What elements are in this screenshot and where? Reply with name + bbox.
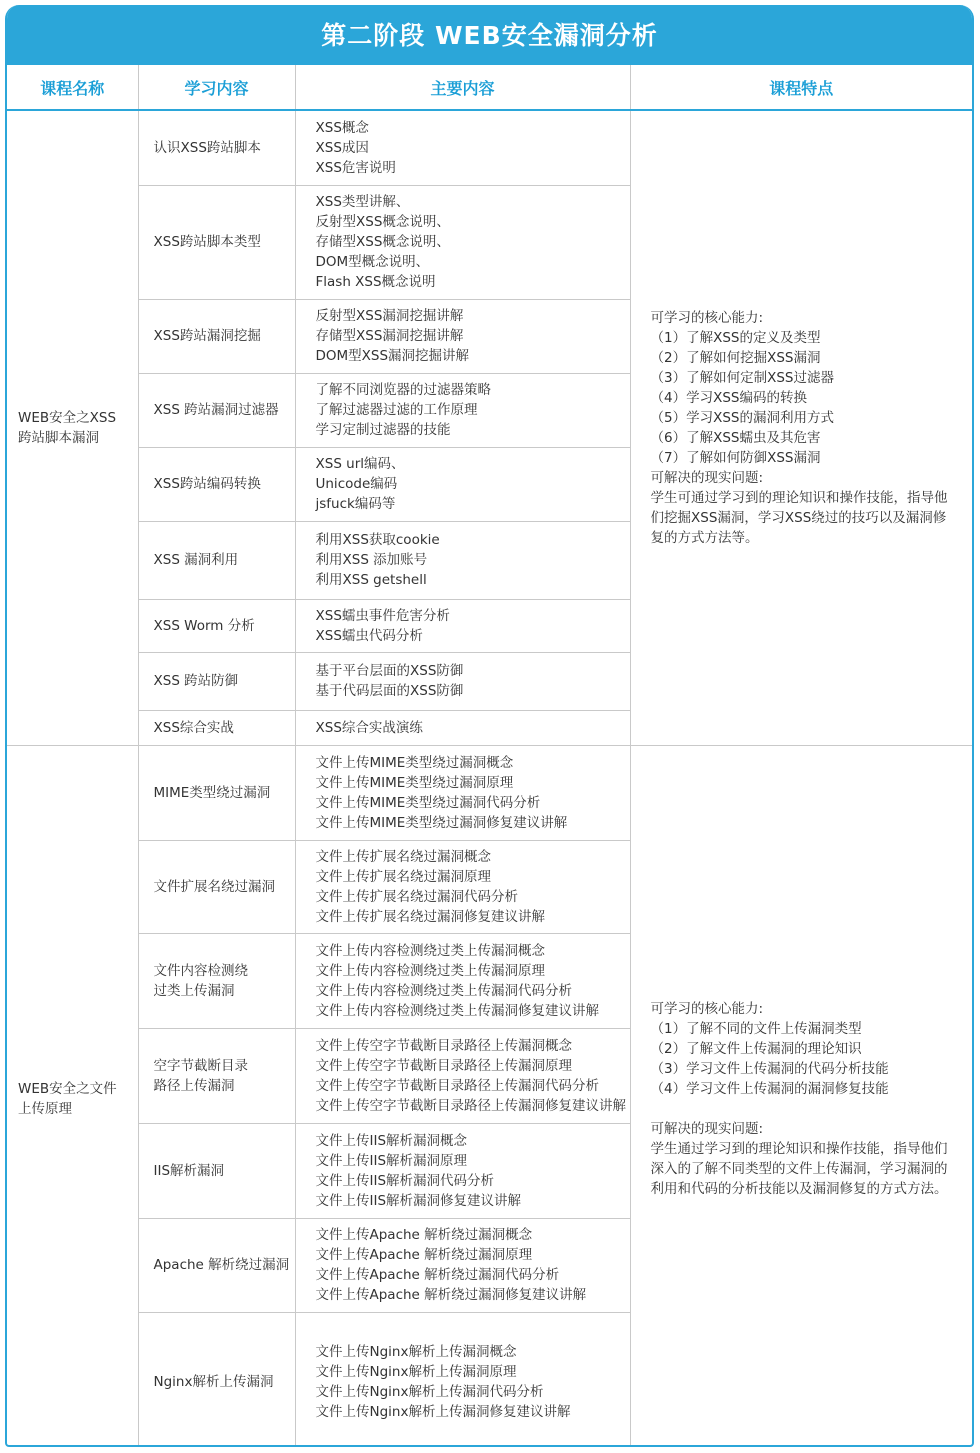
detail-line: 文件上传内容检测绕过类上传漏洞概念 <box>315 942 545 959</box>
course-features-cell <box>630 745 972 1447</box>
detail-line: 文件上传Apache 解析绕过漏洞概念 <box>315 1227 533 1243</box>
detail-line: XSS蠕虫事件危害分析 <box>315 607 450 624</box>
detail-line: 文件上传空字节截断目录路径上传漏洞代码分析 <box>315 1077 599 1094</box>
detail-line: XSS蠕虫代码分析 <box>315 627 423 644</box>
detail-line: XSS概念 <box>315 119 369 136</box>
topic-line: XSS Worm 分析 <box>153 617 255 634</box>
topic-cell <box>138 745 295 840</box>
detail-line: 文件上传IIS解析漏洞概念 <box>315 1132 468 1149</box>
course-name-line: WEB安全之XSS <box>18 409 117 426</box>
detail-line: 文件上传Nginx解析上传漏洞修复建议讲解 <box>315 1404 571 1420</box>
feature-line: 可解决的现实问题: <box>650 1120 764 1137</box>
detail-cell <box>295 1123 630 1218</box>
table-body <box>7 110 972 1447</box>
detail-line: 基于代码层面的XSS防御 <box>315 683 464 699</box>
topic-line: XSS 跨站漏洞过滤器 <box>153 402 279 418</box>
detail-line: 文件上传Apache 解析绕过漏洞修复建议讲解 <box>315 1287 587 1303</box>
detail-cell <box>295 599 630 652</box>
topic-cell <box>138 933 295 1028</box>
detail-cell <box>295 840 630 933</box>
detail-line: 文件上传内容检测绕过类上传漏洞代码分析 <box>315 982 572 999</box>
feature-line: 们挖掘XSS漏洞，学习XSS绕过的技巧以及漏洞修 <box>650 509 947 526</box>
topic-line: XSS综合实战 <box>153 719 234 736</box>
detail-line: 文件上传IIS解析漏洞原理 <box>315 1152 468 1169</box>
header-study-content: 学习内容 <box>138 65 295 110</box>
feature-line: （6）了解XSS蠕虫及其危害 <box>650 429 821 446</box>
feature-line: （3）学习文件上传漏洞的代码分析技能 <box>650 1060 889 1077</box>
topic-cell <box>138 1028 295 1123</box>
feature-line: 复的方式方法等。 <box>650 529 759 546</box>
detail-line: XSS成因 <box>315 139 369 156</box>
course-name-cell <box>7 110 138 745</box>
feature-line: 可解决的现实问题: <box>650 469 764 486</box>
feature-line: 深入的了解不同类型的文件上传漏洞，学习漏洞的 <box>650 1160 948 1177</box>
topic-cell <box>138 1312 295 1447</box>
topic-line: Apache 解析绕过漏洞 <box>153 1257 290 1273</box>
topic-line: Nginx解析上传漏洞 <box>153 1374 274 1390</box>
detail-line: 文件上传Nginx解析上传漏洞原理 <box>315 1364 517 1380</box>
detail-line: 存储型XSS概念说明、 <box>315 234 450 250</box>
feature-line: （1）了解XSS的定义及类型 <box>650 329 821 346</box>
topic-line: IIS解析漏洞 <box>153 1162 225 1179</box>
curriculum-table-wrapper <box>7 65 972 1447</box>
detail-line: 文件上传MIME类型绕过漏洞修复建议讲解 <box>315 814 568 831</box>
header-main-content: 主要内容 <box>295 65 630 110</box>
detail-line: 文件上传MIME类型绕过漏洞代码分析 <box>315 794 541 811</box>
feature-line: （2）了解如何挖掘XSS漏洞 <box>650 349 821 366</box>
table-row <box>7 745 972 840</box>
table-header-row <box>7 65 972 110</box>
detail-line: 利用XSS 添加账号 <box>315 552 428 568</box>
topic-line: XSS 漏洞利用 <box>153 552 239 568</box>
topic-line: 路径上传漏洞 <box>153 1077 235 1094</box>
detail-line: Unicode编码 <box>315 476 398 492</box>
detail-line: 利用XSS获取cookie <box>315 532 440 548</box>
detail-line: 了解不同浏览器的过滤器策略 <box>315 382 491 398</box>
detail-line: 文件上传MIME类型绕过漏洞概念 <box>315 754 514 771</box>
feature-line: （1）了解不同的文件上传漏洞类型 <box>650 1020 862 1037</box>
detail-line: 反射型XSS漏洞挖掘讲解 <box>315 308 464 324</box>
detail-cell <box>295 185 630 299</box>
detail-cell <box>295 110 630 185</box>
course-features-cell <box>630 110 972 745</box>
detail-line: 文件上传IIS解析漏洞代码分析 <box>315 1172 495 1189</box>
table-row <box>7 110 972 185</box>
detail-line: 了解过滤器过滤的工作原理 <box>315 402 478 418</box>
topic-cell <box>138 1218 295 1312</box>
detail-line: jsfuck编码等 <box>315 496 396 512</box>
detail-cell <box>295 652 630 710</box>
detail-line: 文件上传扩展名绕过漏洞代码分析 <box>315 888 518 905</box>
detail-line: 利用XSS getshell <box>315 572 427 588</box>
detail-cell <box>295 447 630 521</box>
topic-cell <box>138 652 295 710</box>
detail-line: XSS综合实战演练 <box>315 719 423 736</box>
topic-cell <box>138 373 295 447</box>
feature-line: 利用和代码的分析技能以及漏洞修复的方式方法。 <box>650 1180 948 1197</box>
detail-line: 文件上传内容检测绕过类上传漏洞修复建议讲解 <box>315 1002 599 1019</box>
topic-cell <box>138 710 295 745</box>
curriculum-table <box>7 65 972 1447</box>
feature-line: （5）学习XSS的漏洞利用方式 <box>650 409 834 426</box>
course-name-line: WEB安全之文件 <box>18 1080 117 1097</box>
topic-line: XSS跨站漏洞挖掘 <box>153 328 261 344</box>
detail-line: 文件上传空字节截断目录路径上传漏洞概念 <box>315 1037 572 1054</box>
detail-line: DOM型XSS漏洞挖掘讲解 <box>315 348 470 364</box>
page-title: 第二阶段 WEB安全漏洞分析 <box>7 5 972 65</box>
topic-line: 空字节截断目录 <box>153 1057 248 1074</box>
topic-cell <box>138 840 295 933</box>
topic-line: XSS 跨站防御 <box>153 673 239 689</box>
detail-cell <box>295 373 630 447</box>
detail-line: 文件上传空字节截断目录路径上传漏洞原理 <box>315 1057 572 1074</box>
detail-cell <box>295 521 630 599</box>
detail-cell <box>295 933 630 1028</box>
topic-cell <box>138 110 295 185</box>
detail-line: 文件上传Nginx解析上传漏洞代码分析 <box>315 1384 544 1400</box>
topic-cell <box>138 185 295 299</box>
detail-line: 文件上传Apache 解析绕过漏洞代码分析 <box>315 1267 560 1283</box>
topic-line: XSS跨站脚本类型 <box>153 234 261 250</box>
detail-line: XSS url编码、 <box>315 456 405 472</box>
detail-line: 文件上传MIME类型绕过漏洞原理 <box>315 774 514 791</box>
course-name-line: 跨站脚本漏洞 <box>18 429 99 446</box>
detail-line: 文件上传Nginx解析上传漏洞概念 <box>315 1344 517 1360</box>
course-name-cell <box>7 745 138 1447</box>
feature-line: （3）了解如何定制XSS过滤器 <box>650 369 834 386</box>
header-course-features: 课程特点 <box>630 65 972 110</box>
feature-line: 可学习的核心能力: <box>650 1000 764 1017</box>
detail-line: 文件上传扩展名绕过漏洞原理 <box>315 868 491 885</box>
feature-line: 可学习的核心能力: <box>650 309 764 326</box>
detail-line: XSS类型讲解、 <box>315 194 410 210</box>
detail-cell <box>295 745 630 840</box>
feature-line: （4）学习XSS编码的转换 <box>650 389 807 406</box>
topic-cell <box>138 1123 295 1218</box>
detail-line: XSS危害说明 <box>315 159 396 176</box>
blank-line <box>651 1099 965 1119</box>
detail-line: 学习定制过滤器的技能 <box>315 422 451 438</box>
feature-line: （7）了解如何防御XSS漏洞 <box>650 449 821 466</box>
topic-cell <box>138 521 295 599</box>
detail-line: 文件上传内容检测绕过类上传漏洞原理 <box>315 962 545 979</box>
header-course-name: 课程名称 <box>7 65 138 110</box>
topic-line: XSS跨站编码转换 <box>153 476 261 492</box>
detail-line: 反射型XSS概念说明、 <box>315 214 450 230</box>
topic-line: 文件内容检测绕 <box>153 962 248 979</box>
curriculum-card <box>5 5 974 1447</box>
topic-cell <box>138 299 295 373</box>
feature-line: （2）了解文件上传漏洞的理论知识 <box>650 1040 862 1057</box>
detail-line: 存储型XSS漏洞挖掘讲解 <box>315 328 464 344</box>
detail-line: 文件上传扩展名绕过漏洞概念 <box>315 848 491 865</box>
detail-cell <box>295 1218 630 1312</box>
topic-line: MIME类型绕过漏洞 <box>153 784 271 801</box>
feature-line: （4）学习文件上传漏洞的漏洞修复技能 <box>650 1080 889 1097</box>
detail-line: 文件上传IIS解析漏洞修复建议讲解 <box>315 1192 522 1209</box>
feature-line: 学生可通过学习到的理论知识和操作技能，指导他 <box>650 489 948 506</box>
course-name-line: 上传原理 <box>18 1100 72 1117</box>
detail-line: Flash XSS概念说明 <box>315 274 436 290</box>
detail-line: 文件上传扩展名绕过漏洞修复建议讲解 <box>315 908 545 925</box>
detail-cell <box>295 299 630 373</box>
topic-line: 过类上传漏洞 <box>153 982 235 999</box>
detail-cell <box>295 1312 630 1447</box>
detail-line: DOM型概念说明、 <box>315 254 430 270</box>
topic-line: 文件扩展名绕过漏洞 <box>153 878 275 895</box>
detail-cell <box>295 1028 630 1123</box>
topic-cell <box>138 447 295 521</box>
detail-line: 文件上传空字节截断目录路径上传漏洞修复建议讲解 <box>315 1097 626 1114</box>
feature-line: 学生通过学习到的理论知识和操作技能，指导他们 <box>650 1140 948 1157</box>
detail-line: 基于平台层面的XSS防御 <box>315 663 464 679</box>
detail-line: 文件上传Apache 解析绕过漏洞原理 <box>315 1247 533 1263</box>
topic-line: 认识XSS跨站脚本 <box>153 139 261 156</box>
detail-cell <box>295 710 630 745</box>
topic-cell <box>138 599 295 652</box>
